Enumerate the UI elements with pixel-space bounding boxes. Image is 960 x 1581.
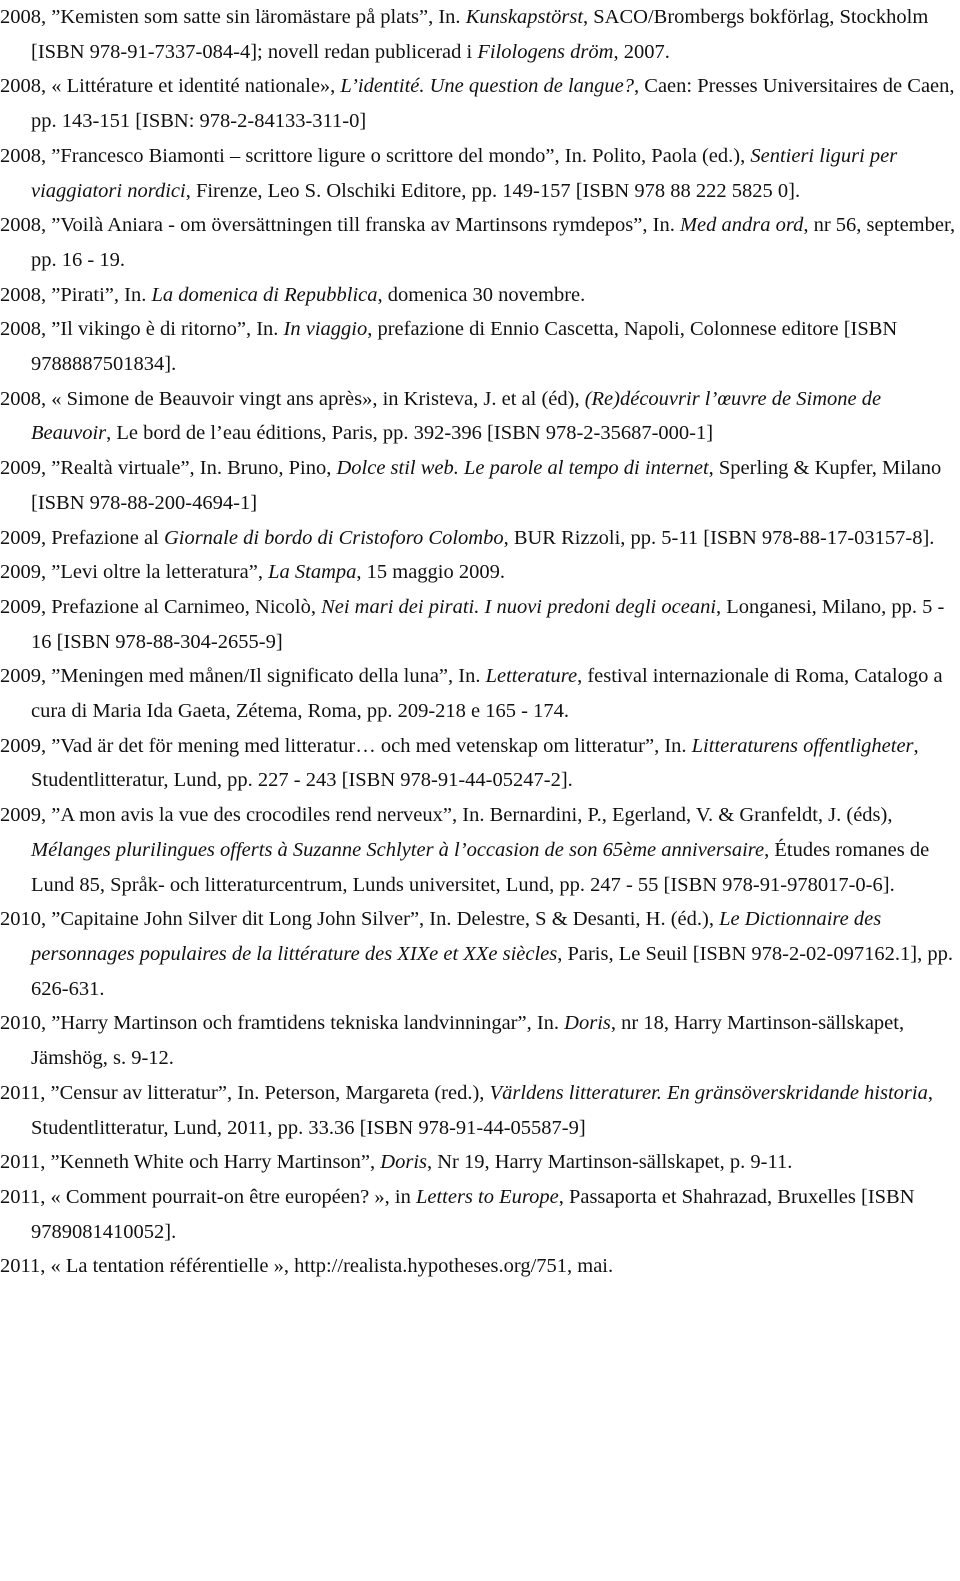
entry-title-italic: La domenica di Repubblica (151, 283, 378, 306)
entry-title-italic: Letters to Europe (415, 1185, 559, 1208)
bibliography-entry (0, 451, 960, 520)
bibliography-entry (0, 902, 960, 1006)
entry-title-italic: La Stampa (268, 561, 357, 584)
entry-text: , Sperling & Kupfer, Milano [ISBN 978-88-200-4694-1] (31, 457, 942, 514)
entry-text: 2008, ”Francesco Biamonti – scrittore ligure o scrittore del mondo”, In. Polito, Paola (ed.), (0, 144, 751, 167)
entry-title-italic: Giornale di bordo di Cristoforo Colombo (163, 526, 504, 549)
entry-title-italic: (Re)découvrir l’œuvre de Simone de Beauvoir (31, 387, 882, 445)
entry-text: , Études romanes de Lund 85, Språk- och litteraturcentrum, Lunds universitet, Lund, pp. 247 - 55 [ISBN 978-91-978017-0-6]. (31, 838, 930, 896)
entry-title-italic: Doris (380, 1151, 427, 1174)
entry-title-italic: Kunskapstörst (465, 6, 584, 28)
entry-text: , Studentlitteratur, Lund, 2011, pp. 33.36 [ISBN 978-91-44-05587-9] (31, 1081, 933, 1139)
entry-text: 2008, ”Kemisten som satte sin läromästare på plats”, In. (0, 6, 466, 28)
bibliography-entry (0, 312, 960, 381)
bibliography-entry (0, 1145, 960, 1180)
bibliography-entry (0, 1006, 960, 1075)
bibliography-entry (0, 555, 960, 590)
entry-text: , Firenze, Leo S. Olschiki Editore, pp. 149-157 [ISBN 978 88 222 5825 0]. (185, 179, 801, 202)
entry-text: , Studentlitteratur, Lund, pp. 227 - 243 [ISBN 978-91-44-05247-2]. (31, 734, 919, 792)
entry-text: , festival internazionale di Roma, Catalogo a cura di Maria Ida Gaeta, Zétema, Roma, pp. 209-218 e 165 - 174. (31, 665, 943, 723)
entry-title-italic: L’identité. Une question de langue? (340, 75, 635, 98)
entry-text: , domenica 30 novembre. (377, 283, 586, 306)
entry-text: , Le bord de l’eau éditions, Paris, pp. 392-396 [ISBN 978-2-35687-000-1] (106, 422, 714, 445)
entry-text: 2010, ”Harry Martinson och framtidens tekniska landvinningar”, In. (0, 1012, 565, 1035)
entry-title-italic: Dolce stil web. Le parole al tempo di internet (336, 457, 709, 480)
entry-title-italic: In viaggio (283, 318, 368, 341)
entry-text: 2010, ”Capitaine John Silver dit Long John Silver”, In. Delestre, S & Desanti, H. (éd.), (0, 908, 720, 931)
entry-text: 2009, Prefazione al Carnimeo, Nicolò, (0, 595, 322, 618)
entry-text: , 2007. (613, 40, 670, 63)
entry-text: , 15 maggio 2009. (356, 561, 505, 584)
bibliography-entry (0, 1249, 960, 1284)
entry-text: 2011, ”Kenneth White och Harry Martinson”, (0, 1151, 381, 1174)
entry-text: , BUR Rizzoli, pp. 5-11 [ISBN 978-88-17-03157-8]. (503, 526, 935, 549)
bibliography-entry (0, 521, 960, 556)
entry-text: , Caen: Presses Universitaires de Caen, pp. 143-151 [ISBN: 978-2-84133-311-0] (31, 75, 955, 133)
entry-text: 2008, ”Pirati”, In. (0, 283, 152, 306)
entry-text: 2008, ”Voilà Aniara - om översättningen till franska av Martinsons rymdepos”, In. (0, 214, 680, 237)
entry-text: 2009, ”Levi oltre la letteratura”, (0, 561, 269, 584)
entry-text: , Passaporta et Shahrazad, Bruxelles [ISBN 9789081410052]. (31, 1185, 915, 1243)
bibliography-entry (0, 1076, 960, 1145)
entry-title-italic: Doris (564, 1012, 611, 1035)
entry-text: , Paris, Le Seuil [ISBN 978-2-02-097162.1], pp. 626-631. (31, 942, 953, 1000)
entry-title-italic: Nei mari dei pirati. I nuovi predoni degli oceani (321, 595, 717, 618)
entry-text: 2011, « La tentation référentielle », http://realista.hypotheses.org/751, mai. (0, 1255, 614, 1278)
entry-text: 2009, ”Realtà virtuale”, In. Bruno, Pino, (0, 457, 337, 480)
entry-text: 2009, ”A mon avis la vue des crocodiles rend nerveux”, In. Bernardini, P., Egerland, V. & Granfeldt, J. (éds), (0, 804, 893, 827)
entry-text: 2008, ”Il vikingo è di ritorno”, In. (0, 318, 284, 341)
entry-text: , Nr 19, Harry Martinson-sällskapet, p. 9-11. (427, 1151, 793, 1174)
bibliography-entry (0, 278, 960, 313)
bibliography-entry (0, 798, 960, 902)
entry-title-italic: Mélanges plurilingues offerts à Suzanne Schlyter à l’occasion de son 65ème anniversaire (31, 838, 765, 861)
entry-text: 2009, ”Meningen med månen/Il significato della luna”, In. (0, 665, 486, 688)
entry-title-italic: Sentieri liguri per viaggiatori nordici (31, 144, 898, 202)
entry-text: 2008, « Littérature et identité nationale», (0, 75, 341, 98)
entry-title-italic: Le Dictionnaire des personnages populaires de la littérature des XIXe et XXe siècles (31, 908, 882, 965)
entry-title-italic: Litteraturens offentligheter (691, 734, 914, 757)
entry-text: 2011, « Comment pourrait-on être européen? », in (0, 1185, 416, 1208)
bibliography-entry (0, 0, 960, 69)
entry-title-italic: Filologens dröm (477, 40, 614, 63)
entry-text: 2011, ”Censur av litteratur”, In. Peterson, Margareta (red.), (0, 1081, 490, 1104)
entry-text: 2008, « Simone de Beauvoir vingt ans après», in Kristeva, J. et al (éd), (0, 387, 585, 410)
bibliography-entry (0, 1180, 960, 1249)
bibliography-entry (0, 659, 960, 728)
entry-text: , nr 56, september, pp. 16 - 19. (31, 214, 956, 271)
entry-text: 2009, ”Vad är det för mening med litteratur… och med vetenskap om litteratur”, In. (0, 734, 692, 757)
bibliography-entry (0, 729, 960, 798)
bibliography-entry (0, 382, 960, 451)
entry-text: 2009, Prefazione al (0, 526, 164, 549)
entry-title-italic: Letterature (485, 665, 578, 688)
entry-title-italic: Med andra ord (679, 214, 804, 237)
entry-text: , prefazione di Ennio Cascetta, Napoli, Colonnese editore [ISBN 9788887501834]. (31, 318, 898, 376)
bibliography-entry (0, 69, 960, 138)
entry-text: , nr 18, Harry Martinson-sällskapet, Jämshög, s. 9-12. (31, 1012, 905, 1070)
entry-text: , SACO/Brombergs bokförlag, Stockholm [ISBN 978-91-7337-084-4]; novell redan publicerad i (31, 6, 929, 63)
bibliography-entry (0, 139, 960, 208)
bibliography-entry (0, 590, 960, 659)
entry-text: , Longanesi, Milano, pp. 5 - 16 [ISBN 978-88-304-2655-9] (31, 595, 945, 653)
bibliography-entry (0, 208, 960, 277)
entry-title-italic: Världens litteraturer. En gränsöverskridande historia (489, 1081, 928, 1104)
